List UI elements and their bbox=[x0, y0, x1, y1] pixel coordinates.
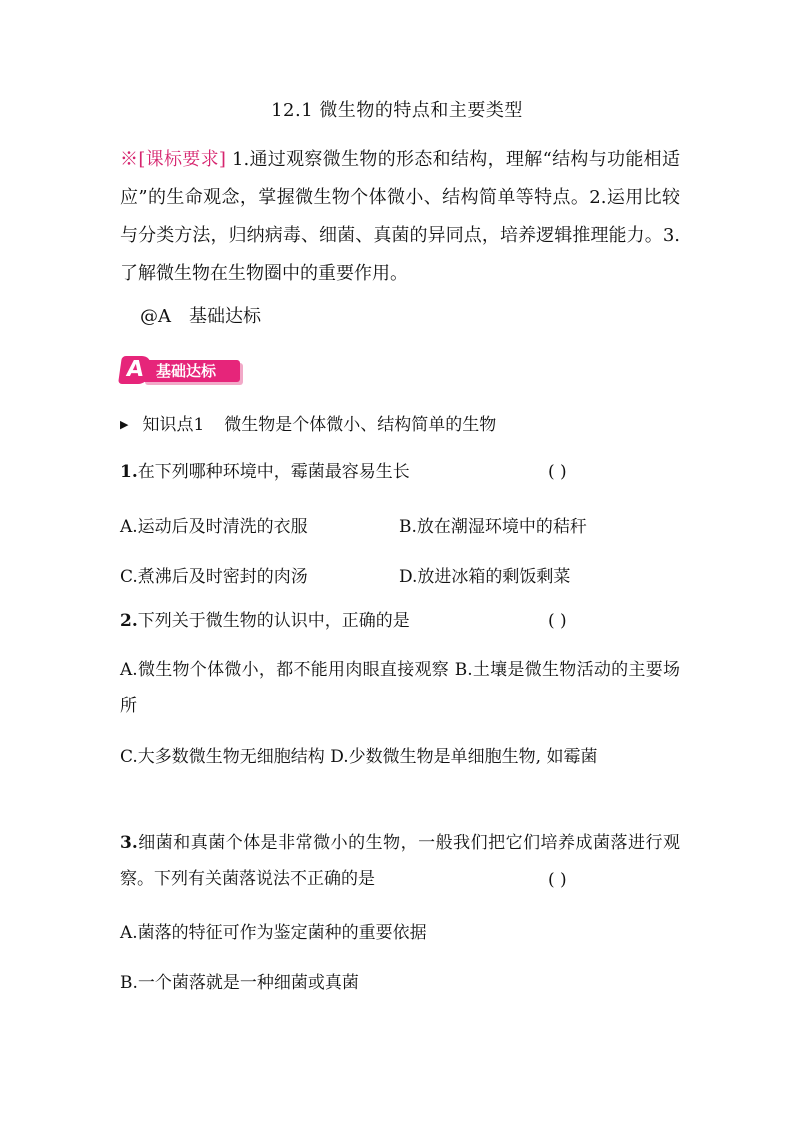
question-1-option-a: A.运动后及时清洗的衣服 bbox=[120, 517, 308, 537]
knowledge-point-number: 知识点1 bbox=[142, 415, 205, 435]
question-2-options-ab: A.微生物个体微小，都不能用肉眼直接观察 B.土壤是微生物活动的主要场所 bbox=[120, 660, 680, 716]
section-title: 基础达标 bbox=[189, 306, 261, 327]
requirements-tag: ※[课标要求] bbox=[120, 149, 226, 170]
section-label bbox=[140, 302, 279, 328]
banner-letter-badge: A bbox=[118, 356, 152, 384]
question-3-option-b: B.一个菌落就是一种细菌或真菌 bbox=[120, 973, 359, 993]
question-3-answer-bracket: ( ) bbox=[548, 870, 567, 890]
triangle-bullet-icon: ▶ bbox=[120, 418, 129, 431]
basic-banner bbox=[120, 356, 242, 384]
question-2-answer-bracket: ( ) bbox=[548, 611, 567, 631]
question-2-stem: 2.下列关于微生物的认识中，正确的是 bbox=[120, 611, 410, 631]
question-1-stem: 1.在下列哪种环境中，霉菌最容易生长 bbox=[120, 462, 410, 482]
requirements-text: 1.通过观察微生物的形态和结构，理解“结构与功能相适应”的生命观念，掌握微生物个体微小、结构简单等特点。2.运用比较与分类方法，归纳病毒、细菌、真菌的异同点，培养逻辑推理能力。3.了解微生物在生物圈中的重要作用。 bbox=[120, 149, 680, 284]
question-3-option-a: A.菌落的特征可作为鉴定菌种的重要依据 bbox=[120, 923, 427, 943]
knowledge-point-title: 微生物是个体微小、结构简单的生物 bbox=[224, 415, 497, 435]
question-2-options-cd: C.大多数微生物无细胞结构 D.少数微生物是单细胞生物, 如霉菌 bbox=[120, 747, 598, 767]
section-code: @A bbox=[140, 306, 171, 327]
knowledge-point-heading bbox=[120, 410, 496, 435]
banner-text: 基础达标 bbox=[142, 360, 240, 382]
question-3-stem: 3.细菌和真菌个体是非常微小的生物，一般我们把它们培养成菌落进行观察。下列有关菌落说法不正确的是 bbox=[120, 833, 680, 889]
question-1-option-b: B.放在潮湿环境中的秸秆 bbox=[399, 517, 587, 537]
question-1-option-c: C.煮沸后及时密封的肉汤 bbox=[120, 567, 308, 587]
page-title: 12.1 微生物的特点和主要类型 bbox=[271, 100, 523, 121]
curriculum-requirements bbox=[120, 141, 680, 293]
question-1-answer-bracket: ( ) bbox=[548, 462, 567, 482]
question-1-option-d: D.放进冰箱的剩饭剩菜 bbox=[399, 567, 571, 587]
